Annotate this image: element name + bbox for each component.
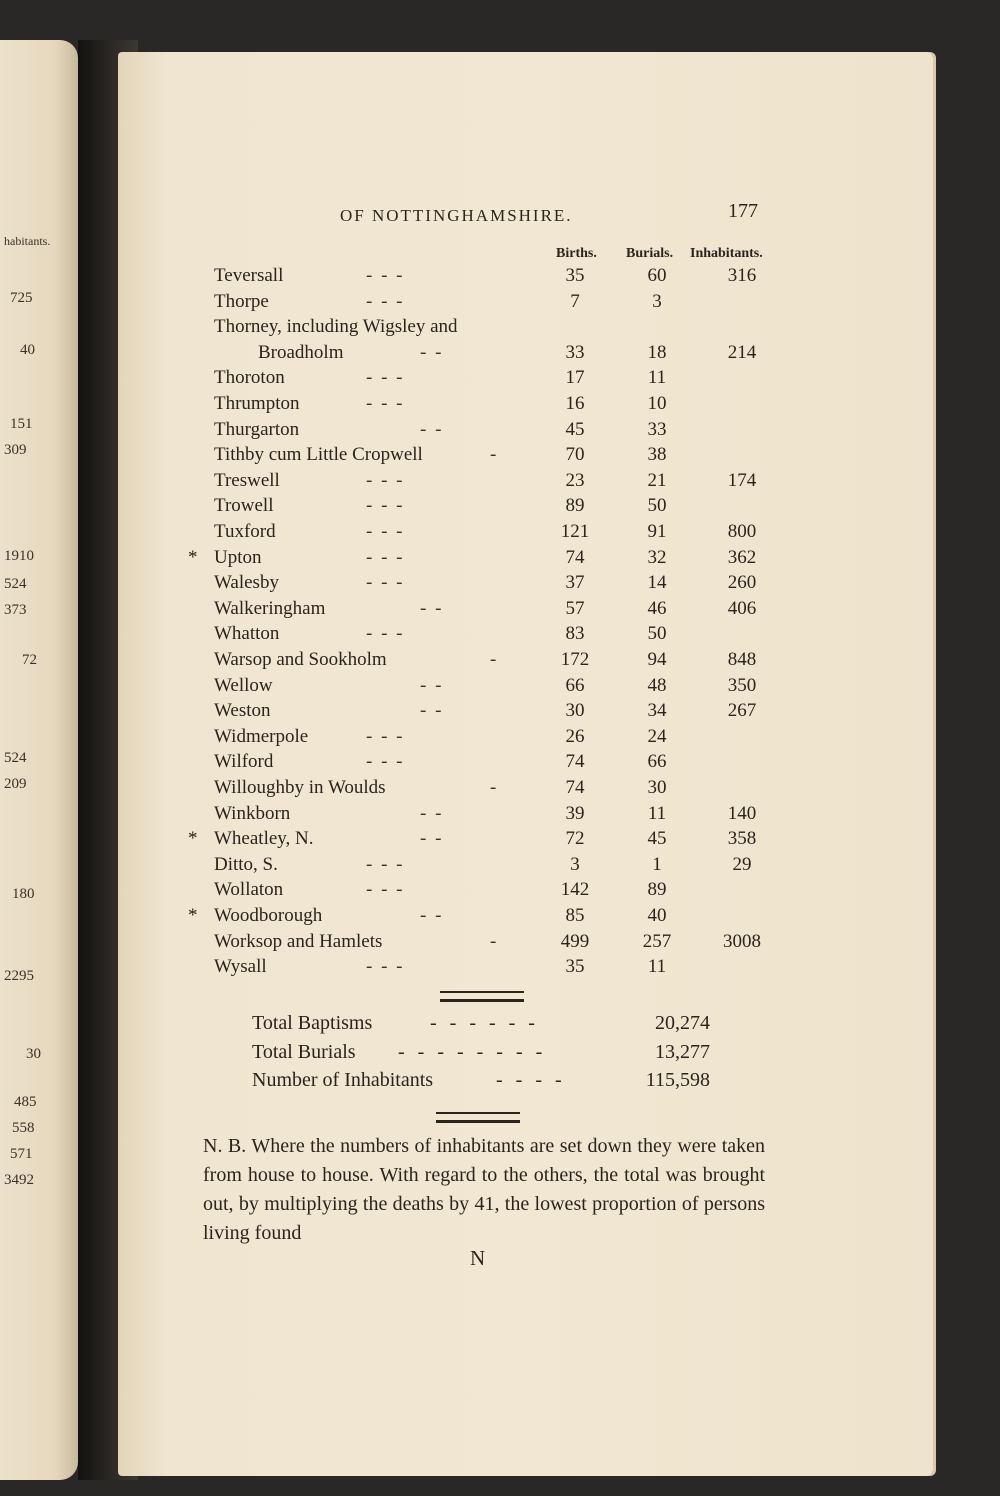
margin-number: 3492: [4, 1172, 34, 1188]
burials-cell: 60: [647, 265, 667, 286]
burials-cell: 40: [647, 905, 667, 926]
place-name: Walkeringham: [214, 597, 326, 619]
margin-number: 725: [10, 290, 33, 306]
margin-text: habitants.: [4, 234, 51, 248]
leader-dashes: - - -: [366, 521, 405, 542]
place-name: Worksop and Hamlets: [214, 930, 383, 952]
total-value: 13,277: [655, 1041, 710, 1063]
leader-dashes: -: [490, 930, 499, 952]
leader-dashes: - -: [420, 597, 444, 619]
births-cell: 39: [565, 802, 585, 824]
leader-dashes: - - -: [366, 367, 405, 389]
table-row: [0, 419, 1000, 445]
double-rule: [436, 1112, 520, 1123]
place-name: Weston: [214, 700, 271, 722]
burials-cell: 10: [647, 393, 667, 414]
inhabitants-cell: 174: [727, 469, 757, 491]
running-header: OF NOTTINGHAMSHIRE.: [340, 206, 573, 225]
table-row: [0, 803, 1000, 829]
table-row: [0, 547, 1000, 573]
table-row: [0, 879, 1000, 905]
burials-cell: 46: [647, 597, 667, 619]
place-name: Warsop and Sookholm: [214, 649, 387, 670]
table-row: [0, 931, 1000, 957]
margin-number: 485: [14, 1094, 37, 1110]
total-value: 115,598: [645, 1069, 710, 1091]
table-row: [0, 316, 1000, 342]
births-cell: 121: [560, 521, 590, 542]
table-row: [0, 495, 1000, 521]
inhabitants-cell: 3008: [723, 930, 761, 952]
place-name: Broadholm: [258, 341, 344, 363]
births-cell: 85: [565, 905, 585, 926]
leader-dashes: - - -: [366, 956, 405, 978]
asterisk-mark: *: [188, 828, 198, 850]
total-row: [0, 1012, 1000, 1040]
place-name: Trowell: [214, 495, 274, 517]
table-row: [0, 854, 1000, 880]
place-name: Wellow: [214, 674, 273, 696]
table-row: [0, 623, 1000, 649]
table-row: [0, 393, 1000, 419]
table-row: [0, 675, 1000, 701]
table-row: [0, 700, 1000, 726]
place-name: Tithby cum Little Cropwell: [214, 444, 423, 466]
inhabitants-cell: 214: [727, 341, 757, 363]
place-name: Wollaton: [214, 879, 284, 901]
burials-cell: 32: [647, 546, 667, 568]
page-number: 177: [728, 200, 758, 222]
table-row: [0, 777, 1000, 803]
burials-cell: 33: [647, 418, 667, 440]
margin-number: 72: [22, 652, 37, 668]
births-cell: 35: [565, 956, 585, 978]
place-name: Ditto, S.: [214, 853, 278, 875]
place-name: Thoroton: [214, 367, 285, 389]
leader-dashes: - -: [420, 905, 444, 926]
leader-dashes: - -: [420, 700, 444, 722]
place-name: Wheatley, N.: [214, 828, 314, 850]
total-value: 20,274: [655, 1012, 710, 1034]
place-name: Whatton: [214, 623, 280, 645]
inhabitants-cell: 267: [727, 700, 757, 722]
total-label: Total Baptisms: [252, 1012, 373, 1034]
place-name: Walesby: [214, 572, 279, 594]
margin-number: 571: [10, 1146, 33, 1162]
signature-mark: N: [470, 1246, 486, 1270]
leader-dashes: - -: [420, 674, 444, 696]
births-cell: 72: [565, 828, 585, 850]
leader-dashes: - - - -: [496, 1069, 566, 1091]
inhabitants-cell: 362: [727, 546, 757, 568]
margin-number: 524: [4, 750, 27, 766]
place-name: Treswell: [214, 469, 280, 491]
births-cell: 74: [565, 751, 585, 773]
burials-cell: 3: [652, 290, 662, 312]
double-rule: [440, 991, 524, 1002]
births-cell: 45: [565, 418, 585, 440]
margin-number: 209: [4, 776, 27, 792]
births-cell: 37: [565, 572, 585, 594]
births-cell: 17: [565, 367, 585, 389]
births-cell: 23: [565, 469, 585, 491]
leader-dashes: - - - - - - - -: [398, 1041, 547, 1063]
table-row: [0, 521, 1000, 547]
burials-cell: 257: [642, 930, 672, 952]
burials-cell: 11: [647, 367, 667, 389]
births-cell: 57: [565, 597, 585, 619]
table-row: [0, 956, 1000, 982]
births-cell: 142: [560, 879, 590, 901]
inhabitants-cell: 406: [727, 597, 757, 619]
burials-cell: 50: [647, 623, 667, 645]
place-name: Willoughby in Woulds: [214, 777, 386, 798]
inhabitants-cell: 29: [732, 853, 752, 875]
margin-number: 558: [12, 1120, 35, 1136]
leader-dashes: - - -: [366, 725, 405, 747]
burials-cell: 91: [647, 521, 667, 542]
burials-cell: 45: [647, 828, 667, 850]
total-row: [0, 1069, 1000, 1097]
margin-number: 2295: [4, 968, 34, 984]
births-cell: 83: [565, 623, 585, 645]
table-row: [0, 905, 1000, 931]
place-name: Teversall: [214, 265, 284, 286]
place-name: Winkborn: [214, 802, 291, 824]
leader-dashes: - - -: [366, 290, 405, 312]
table-row: [0, 342, 1000, 368]
births-cell: 33: [565, 341, 585, 363]
births-cell: 74: [565, 546, 585, 568]
burials-cell: 14: [647, 572, 667, 594]
place-name: Wilford: [214, 751, 274, 773]
column-header-births: Births.: [556, 246, 597, 261]
table-row: [0, 444, 1000, 470]
margin-number: 151: [10, 416, 33, 432]
leader-dashes: - - -: [366, 469, 405, 491]
burials-cell: 94: [647, 649, 667, 670]
burials-cell: 66: [647, 751, 667, 773]
inhabitants-cell: 800: [727, 521, 757, 542]
births-cell: 89: [565, 495, 585, 517]
burials-cell: 24: [647, 725, 667, 747]
inhabitants-cell: 316: [727, 265, 757, 286]
leader-dashes: - -: [420, 341, 444, 363]
births-cell: 30: [565, 700, 585, 722]
burials-cell: 48: [647, 674, 667, 696]
leader-dashes: - - -: [366, 623, 405, 645]
table-row: [0, 751, 1000, 777]
place-name: Tuxford: [214, 521, 276, 542]
total-label: Total Burials: [252, 1041, 356, 1063]
leader-dashes: - - -: [366, 393, 405, 414]
burials-cell: 1: [652, 853, 662, 875]
births-cell: 70: [565, 444, 585, 466]
table-row: [0, 367, 1000, 393]
margin-number: 180: [12, 886, 35, 902]
footnote-text: N. B. Where the numbers of inhabitants are set down they were taken from house to house. With regard to the others, the total was brought out, by multiplying the deaths by 41, the lowest proportion of persons living found: [203, 1135, 765, 1244]
column-header-inhabitants: Inhabitants.: [690, 246, 763, 261]
margin-number: 30: [26, 1046, 41, 1062]
births-cell: 3: [570, 853, 580, 875]
leader-dashes: -: [490, 777, 499, 798]
leader-dashes: - - -: [366, 879, 405, 901]
burials-cell: 11: [647, 802, 667, 824]
table-row: [0, 291, 1000, 317]
asterisk-mark: *: [188, 546, 198, 568]
inhabitants-cell: 358: [727, 828, 757, 850]
inhabitants-cell: 350: [727, 674, 757, 696]
table-row: [0, 598, 1000, 624]
burials-cell: 89: [647, 879, 667, 901]
leader-dashes: -: [490, 444, 499, 466]
births-cell: 499: [560, 930, 590, 952]
place-name: Thrumpton: [214, 393, 300, 414]
leader-dashes: - - - - - -: [430, 1012, 539, 1034]
leader-dashes: - -: [420, 828, 444, 850]
inhabitants-cell: 848: [727, 649, 757, 670]
margin-number: 524: [4, 576, 27, 592]
births-cell: 35: [565, 265, 585, 286]
margin-number: 1910: [4, 548, 34, 564]
place-name: Thorney, including Wigsley and: [214, 316, 458, 338]
leader-dashes: - -: [420, 418, 444, 440]
leader-dashes: - - -: [366, 751, 405, 773]
burials-cell: 50: [647, 495, 667, 517]
margin-number: 309: [4, 442, 27, 458]
births-cell: 16: [565, 393, 585, 414]
leader-dashes: - - -: [366, 546, 405, 568]
place-name: Thorpe: [214, 290, 269, 312]
place-name: Widmerpole: [214, 725, 309, 747]
margin-number: 373: [4, 602, 27, 618]
table-row: [0, 726, 1000, 752]
place-name: Thurgarton: [214, 418, 300, 440]
table-row: [0, 828, 1000, 854]
burials-cell: 21: [647, 469, 667, 491]
births-cell: 66: [565, 674, 585, 696]
table-row: [0, 265, 1000, 291]
burials-cell: 38: [647, 444, 667, 466]
leader-dashes: - - -: [366, 853, 405, 875]
burials-cell: 18: [647, 341, 667, 363]
inhabitants-cell: 260: [727, 572, 757, 594]
table-row: [0, 470, 1000, 496]
table-row: [0, 649, 1000, 675]
total-row: [0, 1041, 1000, 1069]
table-row: [0, 572, 1000, 598]
burials-cell: 34: [647, 700, 667, 722]
births-cell: 26: [565, 725, 585, 747]
place-name: Upton: [214, 546, 262, 568]
total-label: Number of Inhabitants: [252, 1069, 434, 1091]
births-cell: 74: [565, 777, 585, 798]
asterisk-mark: *: [188, 905, 198, 926]
column-header-burials: Burials.: [626, 246, 674, 261]
births-cell: 172: [560, 649, 590, 670]
leader-dashes: -: [490, 649, 499, 670]
inhabitants-cell: 140: [727, 802, 757, 824]
births-cell: 7: [570, 290, 580, 312]
margin-number: 40: [20, 342, 35, 358]
burials-cell: 30: [647, 777, 667, 798]
leader-dashes: - - -: [366, 495, 405, 517]
place-name: Wysall: [214, 956, 267, 978]
burials-cell: 11: [647, 956, 667, 978]
leader-dashes: - -: [420, 802, 444, 824]
leader-dashes: - - -: [366, 265, 405, 286]
leader-dashes: - - -: [366, 572, 405, 594]
place-name: Woodborough: [214, 905, 323, 926]
